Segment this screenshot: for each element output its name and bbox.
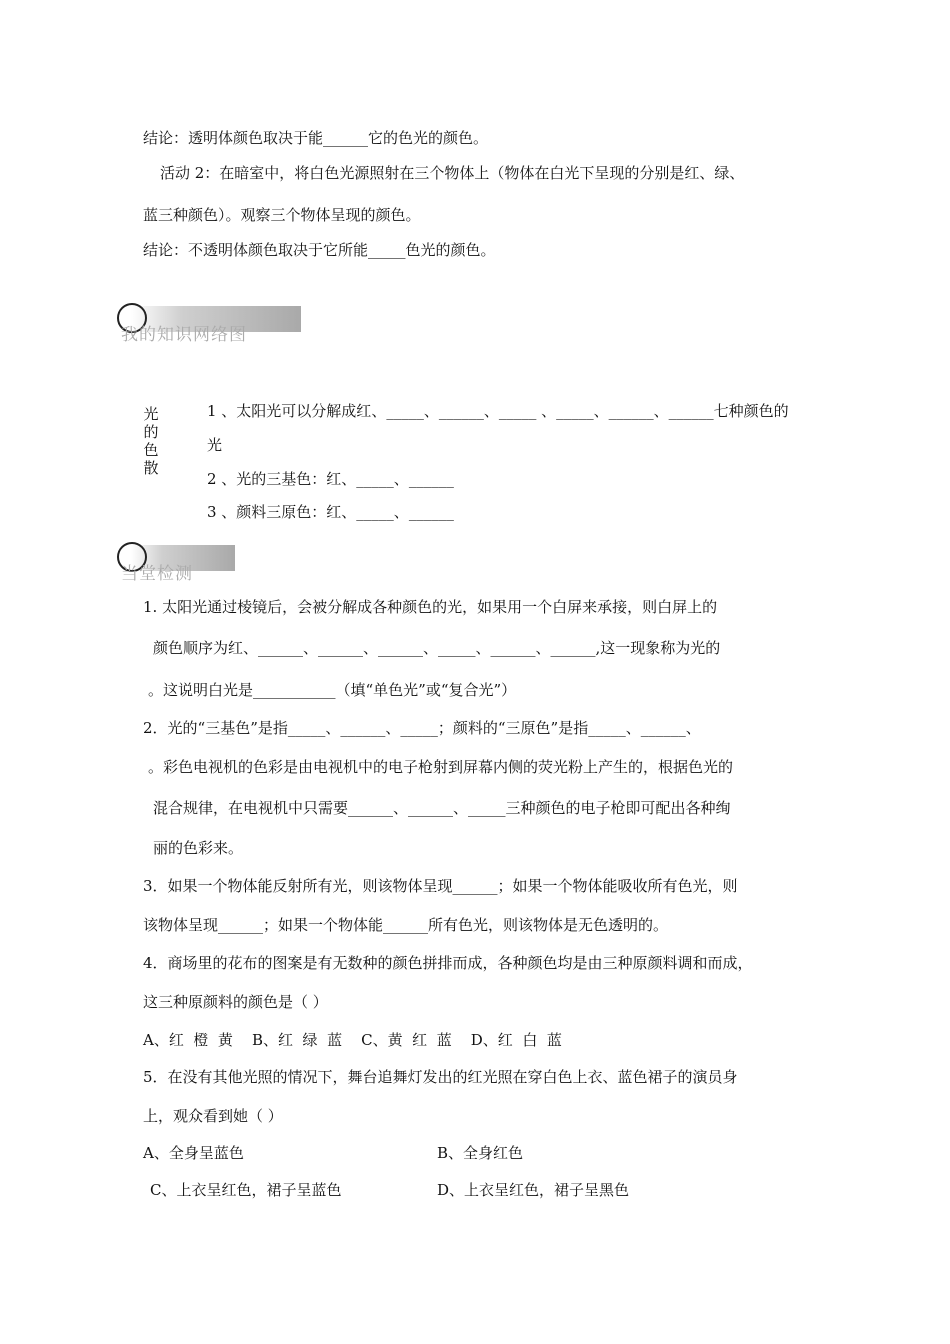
q5-option-d: D、上衣呈红色，裙子呈黑色 [437,1181,630,1199]
quiz-section-header [117,545,247,585]
side-label-char: 光 [143,405,159,423]
side-label-char: 散 [143,459,159,477]
knowledge-item3: 3 、颜料三原色：红、_____、______ [207,503,454,521]
knowledge-section-title: 我的知识网络图 [121,325,247,345]
knowledge-item1-line2: 光 [207,436,223,454]
q5-line1: 5．在没有其他光照的情况下，舞台追舞灯发出的红光照在穿白色上衣、蓝色裙子的演员身 [143,1068,738,1086]
q1-line1: 1. 太阳光通过棱镜后，会被分解成各种颜色的光，如果用一个白屏来承接，则白屏上的 [143,598,718,616]
q4-line1: 4．商场里的花布的图案是有无数种的颜色拼排而成，各种颜色均是由三种原颜料调和而成， [143,954,753,972]
activity2-line2: 蓝三种颜色）。观察三个物体呈现的颜色。 [143,206,421,224]
dispersion-side-label [141,405,161,477]
knowledge-section-header [117,306,307,346]
q2-line3: 混合规律，在电视机中只需要______、______、_____三种颜色的电子枪即可配出各种绚 [153,799,731,817]
activity2-conclusion: 结论：不透明体颜色取决于它所能_____色光的颜色。 [143,241,496,259]
q1-line2: 颜色顺序为红、______、______、______、_____、______、______,这一现象称为光的 [153,639,721,657]
q5-option-c: C、上衣呈红色，裙子呈蓝色 [150,1181,342,1199]
quiz-section-title: 当堂检测 [121,564,193,584]
q2-line1: 2．光的“三基色”是指_____、______、_____；颜料的“三原色”是指_____、______、 [143,719,701,737]
activity2-line1: 活动 2：在暗室中，将白色光源照射在三个物体上（物体在白光下呈现的分别是红、绿、 [160,164,745,182]
side-label-char: 的 [143,423,159,441]
q5-option-b: B、全身红色 [437,1144,524,1162]
q5-option-a: A、全身呈蓝色 [143,1144,244,1162]
q4-options: A、红 橙 黄 B、红 绿 蓝 C、黄 红 蓝 D、红 白 蓝 [143,1031,562,1049]
q2-line2: 。彩色电视机的色彩是由电视机中的电子枪射到屏幕内侧的荧光粉上产生的，根据色光的 [148,758,734,776]
knowledge-item1-line1: 1 、太阳光可以分解成红、_____、______、_____ 、_____、______、______七种颜色的 [207,402,789,420]
knowledge-item2: 2 、光的三基色：红、_____、______ [207,470,454,488]
activity1-conclusion: 结论：透明体颜色取决于能______它的色光的颜色。 [143,129,489,147]
q1-line3: 。这说明白光是___________（填“单色光”或“复合光”） [148,681,517,699]
q5-line2: 上，观众看到她（ ） [143,1107,283,1125]
q3-line2: 该物体呈现______；如果一个物体能______所有色光，则该物体是无色透明的。 [143,916,669,934]
q2-line4: 丽的色彩来。 [153,839,244,857]
q3-line1: 3．如果一个物体能反射所有光，则该物体呈现______；如果一个物体能吸收所有色光，则 [143,877,738,895]
side-label-char: 色 [143,441,159,459]
q4-line2: 这三种原颜料的颜色是（ ） [143,993,328,1011]
